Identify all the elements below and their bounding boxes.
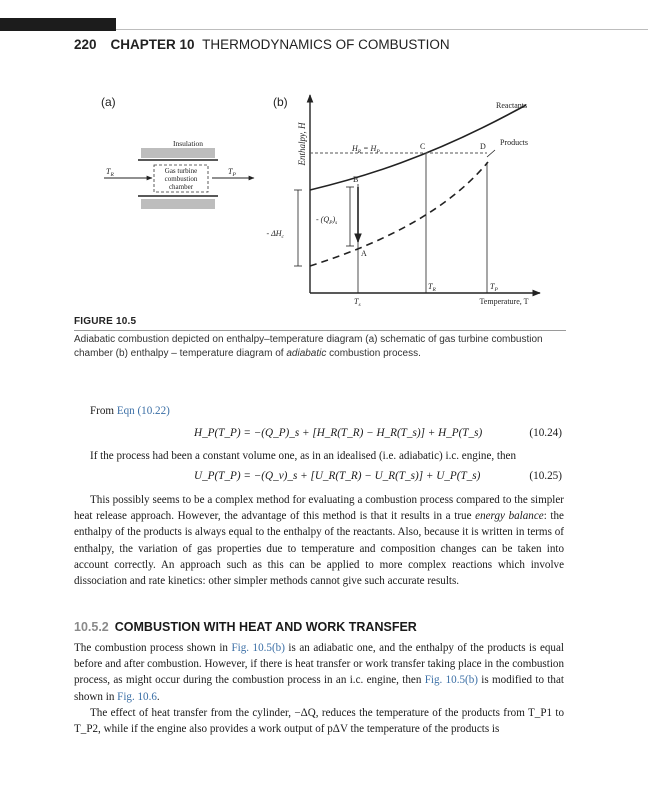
equation-10-25-expr: U_P(T_P) = −(Q_v)_s + [U_R(T_R) − U_R(T_s)] + U_P(T_s)	[194, 470, 481, 482]
eqn-link[interactable]: Eqn (10.22)	[116, 405, 170, 417]
reactants-label: Reactants	[496, 101, 528, 110]
fig-10-5b-link-2[interactable]: Fig. 10.5(b)	[424, 674, 478, 687]
equation-10-25-number: (10.25)	[529, 470, 562, 482]
section-paragraph-1: The combustion process shown in Fig. 10.5(b) is an adiabatic one, and the enthalpy of the products is equal before and after combustion. However, if there is heat transfer or work transfer taking place in the combustion process, as might occur during the combustion process in an i.c. engine, then Fig. 10.5(b) is modified to that shown in Fig. 10.6.	[74, 642, 564, 703]
x-axis-label: Temperature, T	[479, 297, 529, 306]
running-header	[74, 37, 450, 52]
q-label: - $(Q_P)_s$	[316, 215, 338, 226]
reactants-curve	[310, 105, 526, 190]
point-b: B	[353, 175, 359, 184]
point-a: A	[361, 249, 367, 258]
section-number: 10.5.2	[74, 620, 109, 634]
chamber-line-1: Gas turbine	[164, 167, 198, 175]
products-curve	[310, 162, 488, 266]
equation-10-25	[74, 470, 564, 488]
paragraph-energy-balance: This possibly seems to be a complex method for evaluating a combustion process compared to the simpler heat release approach. However, the advantage of this method is that it results in a true energy balance: the enthalpy of the products is always equal to the enthalpy of the reactants. Also, because it is written in terms of enthalpy, the variation of gas properties due to temperature and composition changes can be taken into account correctly. An approach such as this can be applied to more complex reactions which involve dissociation and rate kinetics: other simpler methods cannot give such accurate results.	[74, 494, 564, 588]
products-label: Products	[500, 138, 528, 147]
section-paragraph-2: The effect of heat transfer from the cylinder, −ΔQ, reduces the temperature of the products from T_P1 to T_P2, while if the engine also provides a work output of pΔV the temperature of the products is	[74, 707, 564, 736]
chapter-number: CHAPTER 10	[110, 37, 195, 52]
section-heading	[74, 620, 417, 634]
equation-10-24-number: (10.24)	[529, 427, 562, 439]
point-c: C	[420, 142, 426, 151]
point-d: D	[480, 142, 486, 151]
products-leader	[487, 150, 495, 157]
fig-10-6-link[interactable]: Fig. 10.6	[117, 690, 157, 703]
figure-label: FIGURE 10.5	[74, 316, 137, 327]
paragraph-constant-volume: If the process had been a constant volume one, as in an idealised (i.e. adiabatic) i.c. engine, then	[90, 450, 517, 462]
equation-10-24-expr: H_P(T_P) = −(Q_P)_s + [H_R(T_R) − H_R(T_s)] + H_P(T_s)	[194, 427, 483, 439]
equation-10-24	[74, 427, 564, 445]
tp-label: $T_P$	[490, 282, 498, 293]
y-axis-label: Enthalpy, H	[297, 122, 307, 166]
ts-label: $T_s$	[354, 297, 361, 308]
page-number: 220	[74, 37, 97, 52]
insulation-label: Insulation	[173, 139, 203, 148]
figure-10-5	[0, 85, 648, 310]
panel-a-tag: (a)	[101, 95, 116, 109]
equality-label: $H_R = H_P$	[352, 144, 380, 155]
chapter-title: THERMODYNAMICS OF COMBUSTION	[202, 37, 450, 52]
chamber-line-3: chamber	[168, 183, 194, 191]
section-title: COMBUSTION WITH HEAT AND WORK TRANSFER	[114, 620, 417, 634]
inlet-temperature: $T_R$	[106, 167, 114, 178]
header-rule	[116, 29, 648, 30]
delta-h-label: - $\Delta H_c$	[266, 229, 284, 240]
figure-caption: Adiabatic combustion depicted on enthalpy–temperature diagram (a) schematic of gas turbine combustion chamber (b) enthalpy – temperature diagram of adiabatic combustion process.	[74, 334, 543, 359]
insulation-bottom	[141, 199, 215, 209]
fig-10-5b-link[interactable]: Fig. 10.5(b)	[231, 642, 285, 654]
panel-b-tag: (b)	[273, 95, 288, 109]
outlet-temperature: $T_P$	[228, 167, 236, 178]
figure-rule	[74, 330, 566, 331]
chamber-line-2: combustion	[164, 175, 198, 183]
header-bar	[0, 18, 116, 31]
from-paragraph: From Eqn (10.22)	[90, 405, 170, 417]
insulation-top	[141, 148, 215, 158]
tr-label: $T_R$	[428, 282, 436, 293]
